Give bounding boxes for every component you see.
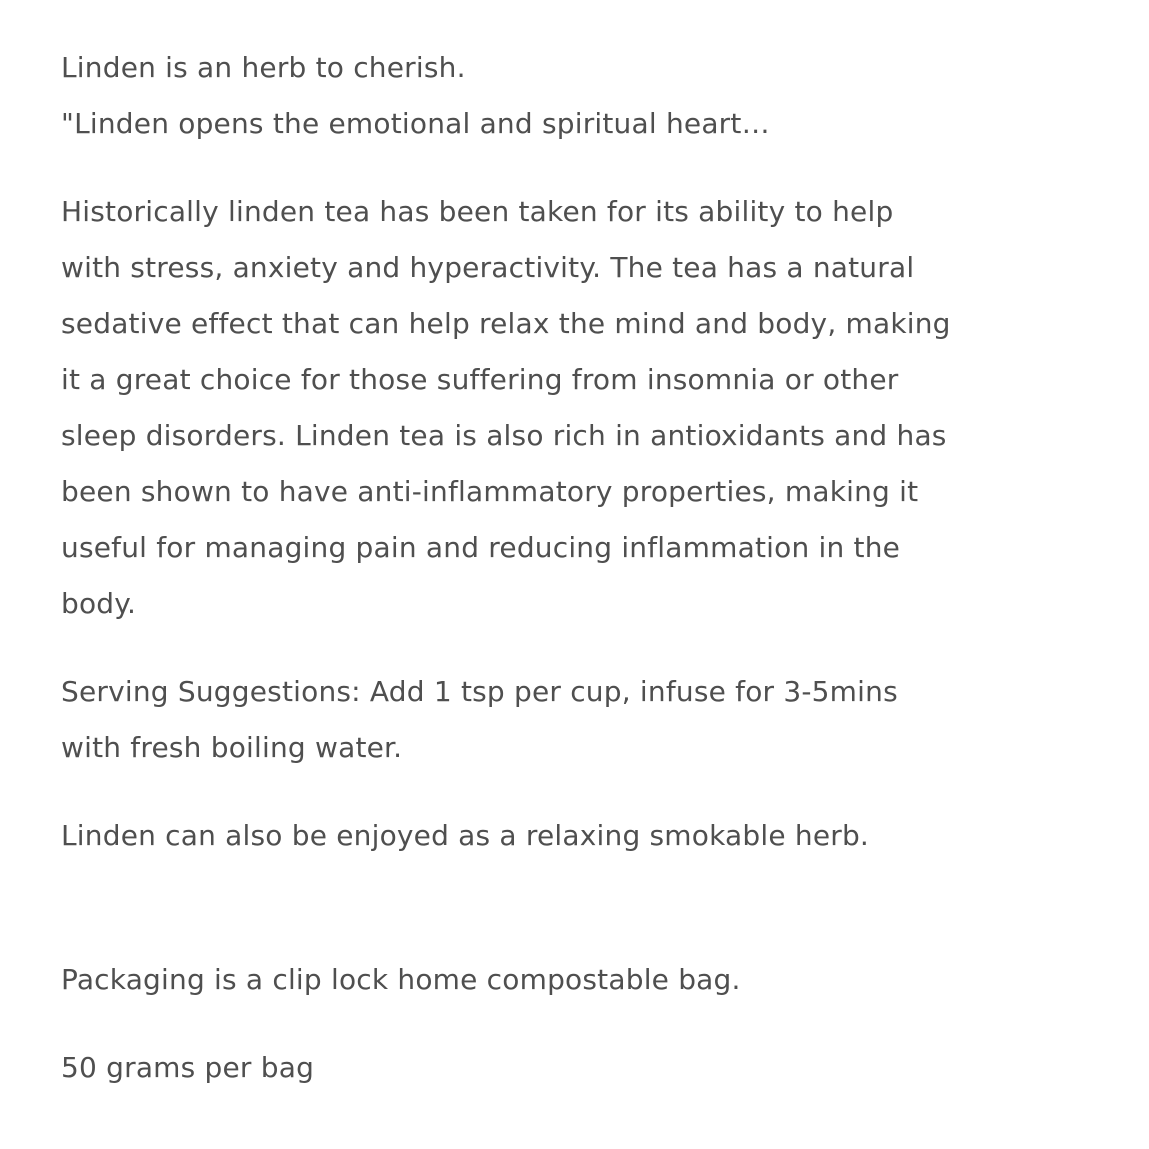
- intro-line-2: "Linden opens the emotional and spiritual heart…: [61, 107, 770, 140]
- serving-suggestions: Serving Suggestions: Add 1 tsp per cup, infuse for 3-5mins with fresh boiling water.: [61, 675, 898, 764]
- history-paragraph: Historically linden tea has been taken for its ability to help with stress, anxiety and hyperactivity. The tea has a natural sedative effect that can help relax the mind and body, making it a great choice for those suffering from insomnia or other sleep disorders. Linden tea is also rich in antioxidants and has been shown to have anti-inflammatory properties, making it useful for managing pain and reducing inflammation in the body.: [61, 195, 951, 620]
- smokable-note: Linden can also be enjoyed as a relaxing smokable herb.: [61, 819, 870, 852]
- product-description: [61, 40, 1061, 1096]
- weight-note: 50 grams per bag: [61, 1051, 315, 1084]
- intro-line-1: Linden is an herb to cherish.: [61, 51, 466, 84]
- packaging-note: Packaging is a clip lock home compostable bag.: [61, 963, 741, 996]
